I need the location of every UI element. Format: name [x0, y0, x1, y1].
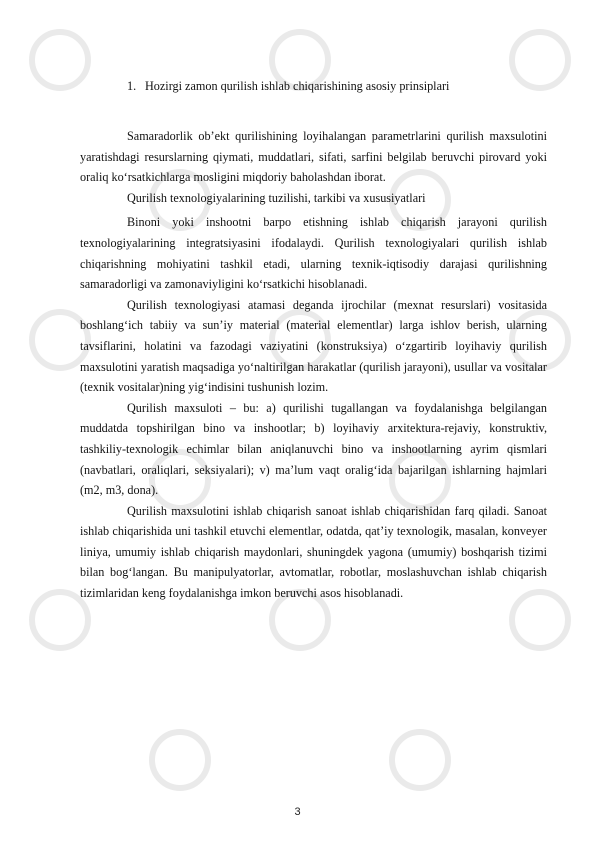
paragraph-3: Qurilish texnologiyasi atamasi deganda ijrochilar (mexnat resurslari) vositasida boshlang‘ich tabiiy va sun’iy material (material elementlar) larga ishlov berish, ularning tavsiflarini, holatini va fazodagi vaziyatini (konstruksiya) o‘zgartirib loyihaviy qurilish maxsulotini yaratish maqsadiga yo‘naltirilgan harakatlar (qurilish jarayoni), usullar va vositalar (texnik vositalar)ning yig‘indisini tushunish lozim. — [80, 297, 547, 395]
subheading: Qurilish texnologiyalarining tuzilishi, tarkibi va xususiyatlari — [127, 190, 426, 205]
paragraph-5: Qurilish maxsulotini ishlab chiqarish sanoat ishlab chiqarishidan farq qiladi. Sanoat ishlab chiqarishida uni tashkil etuvchi elementlar, odatda, qat’iy texnologik, masalan, konveyer liniya, umumiy ishlab chiqarish maydonlari, shuningdek yagona (umumiy) boshqarish tizimi bilan bog‘langan. Bu manipulyatorlar, avtomatlar, robotlar, moslashuvchan ishlab chiqarish tizimlaridan keng foydalanishga imkon beruvchi asos hisoblanadi. — [80, 503, 547, 601]
paragraph-2: Binoni yoki inshootni barpo etishning ishlab chiqarish jarayoni qurilish texnologiyalarining integratsiyasini ifodalaydi. Qurilish texnologiyalari qurilish ishlab chiqarishning mohiyatini tashkil etadi, ularning texnik-iqtisodiy darajasi qurilishning samaradorligi va zamonaviyligini ko‘rsatkichi hisoblanadi. — [80, 215, 547, 292]
spacer — [127, 116, 547, 126]
section-heading — [127, 76, 547, 96]
paragraph-4: Qurilish maxsuloti – bu: a) qurilishi tugallangan va foydalanishga belgilangan muddatda topshirilgan bino va inshootlar; b) loyihaviy arxitektura-rejaviy, konstruktiv, tashkiliy-texnologik echimlar bilan aniqlanuvchi bino va inshootlarning ayrim qismlari (navbatlari, oraliqlari, seksiyalari); v) ma’lum vaqt oralig‘ida bajarilgan ishlarning hajmlari (m2, m3, dona). — [80, 400, 547, 498]
paragraph-1: Samaradorlik ob’ekt qurilishining loyihalangan parametrlarini qurilish maxsulotini yaratishdagi resurslarning qiymati, muddatlari, sifati, sarfini belgilab beruvchi pirovard yoki oraliq ko‘rsatkichlarga mosligini miqdoriy baholashdan iborat. — [80, 129, 547, 185]
document-body — [80, 76, 547, 604]
page-number: 3 — [294, 806, 301, 818]
heading-number: 1. — [127, 79, 137, 93]
text-block — [80, 126, 547, 604]
heading-text: Hozirgi zamon qurilish ishlab chiqarishining asosiy prinsiplari — [145, 79, 450, 93]
